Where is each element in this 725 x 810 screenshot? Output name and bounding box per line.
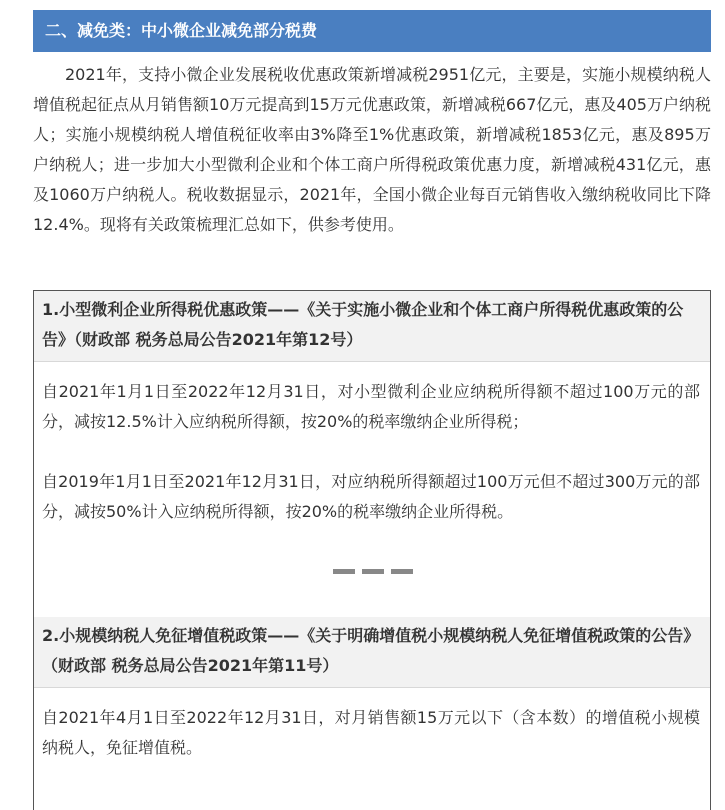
policy-1-paragraph-1: 自2021年1月1日至2022年12月31日，对小型微利企业应纳税所得额不超过100万元的部分，减按12.5%计入应纳税所得额，按20%的税率缴纳企业所得税；	[42, 382, 700, 431]
policy-panel	[33, 290, 711, 810]
policy-2-paragraph-1: 自2021年4月1日至2022年12月31日，对月销售额15万元以下（含本数）的增值税小规模纳税人，免征增值税。	[42, 708, 700, 757]
policy-1-title: 1.小型微利企业所得税优惠政策——《关于实施小微企业和个体工商户所得税优惠政策的公告》（财政部 税务总局公告2021年第12号）	[34, 291, 710, 362]
section-header: 二、减免类：中小微企业减免部分税费	[33, 10, 711, 52]
intro-paragraph: 2021年，支持小微企业发展税收优惠政策新增减税2951亿元，主要是，实施小规模纳税人增值税起征点从月销售额10万元提高到15万元优惠政策，新增减税667亿元，惠及405万户纳税人；实施小规模纳税人增值税征收率由3%降至1%优惠政策，新增减税1853亿元，惠及895万户纳税人；进一步加大小型微利企业和个体工商户所得税政策优惠力度，新增减税431亿元，惠及1060万户纳税人。税收数据显示，2021年，全国小微企业每百元销售收入缴纳税收同比下降12.4%。现将有关政策梳理汇总如下，供参考使用。	[33, 65, 711, 234]
policy-1-paragraph-2: 自2019年1月1日至2021年12月31日，对应纳税所得额超过100万元但不超过300万元的部分，减按50%计入应纳税所得额，按20%的税率缴纳企业所得税。	[42, 472, 700, 521]
policy-2-title: 2.小规模纳税人免征增值税政策——《关于明确增值税小规模纳税人免征增值税政策的公告》（财政部 税务总局公告2021年第11号）	[34, 617, 710, 688]
section-divider	[333, 569, 413, 575]
